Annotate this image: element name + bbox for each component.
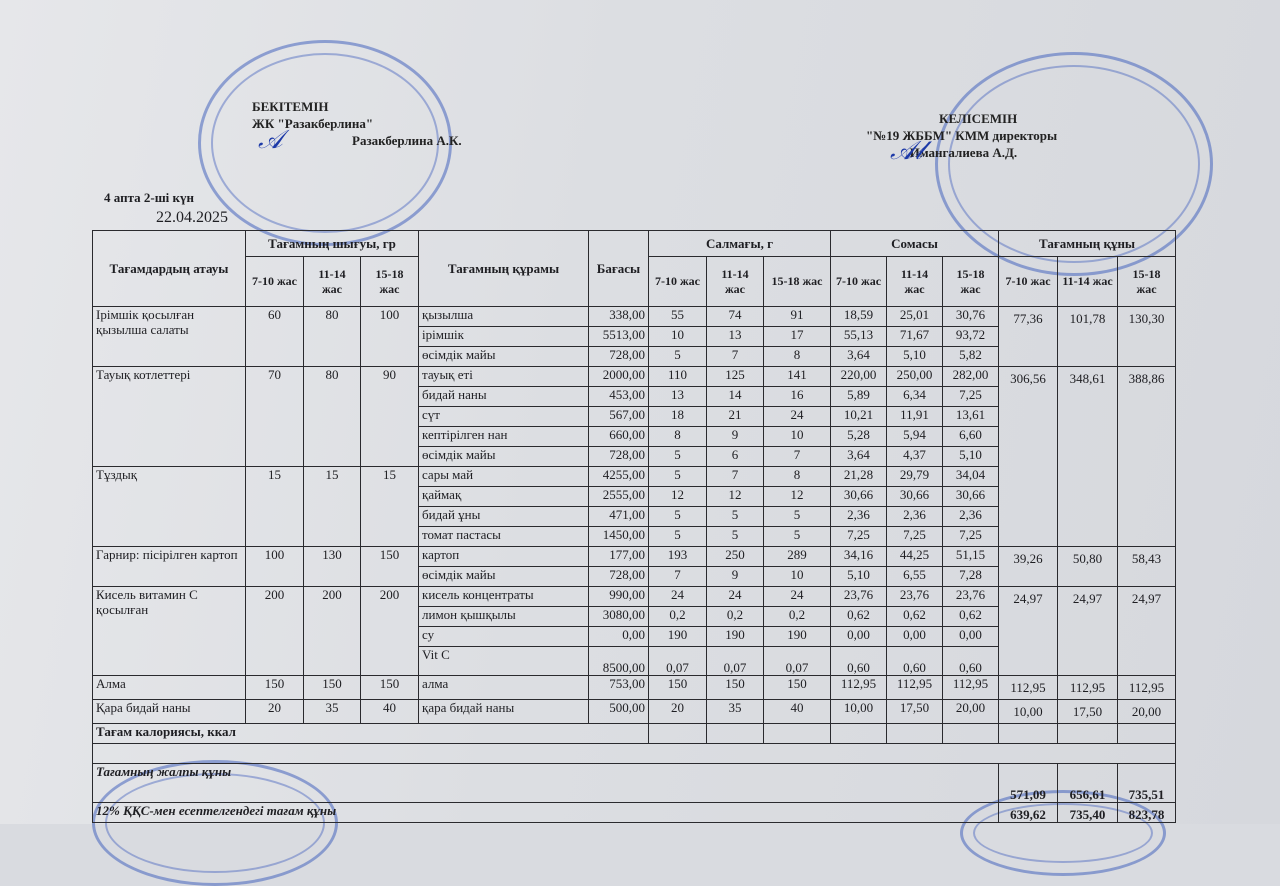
dish-yield: 60 <box>246 307 304 367</box>
table-row <box>93 587 1176 607</box>
ingredient-sum: 6,60 <box>943 427 999 447</box>
header-sum-age: 15-18 жас <box>943 257 999 307</box>
dish-yield: 70 <box>246 367 304 467</box>
dish-yield: 15 <box>361 467 419 547</box>
ingredient-name: кептірілген нан <box>419 427 589 447</box>
dish-name: Алма <box>93 676 246 700</box>
ingredient-weight: 5 <box>649 447 707 467</box>
ingredient-sum: 0,62 <box>943 607 999 627</box>
ingredient-name: су <box>419 627 589 647</box>
ingredient-weight: 24 <box>649 587 707 607</box>
ingredient-sum: 21,28 <box>831 467 887 487</box>
ingredient-sum: 5,10 <box>831 567 887 587</box>
ingredient-weight: 0,2 <box>707 607 764 627</box>
ingredient-weight: 150 <box>707 676 764 700</box>
ingredient-weight: 10 <box>649 327 707 347</box>
calories-cell <box>943 724 999 744</box>
approval-right-org: "№19 ЖББМ" КММ директоры <box>866 128 1058 143</box>
header-cost-age: 11-14 жас <box>1058 257 1118 307</box>
ingredient-sum: 7,28 <box>943 567 999 587</box>
vat-total-row-value: 735,40 <box>1058 803 1118 823</box>
header-sum-age: 7-10 жас <box>831 257 887 307</box>
approval-left-title: БЕКІТЕМІН <box>252 99 329 114</box>
ingredient-weight: 7 <box>707 347 764 367</box>
ingredient-price: 2555,00 <box>589 487 649 507</box>
ingredient-weight: 150 <box>764 676 831 700</box>
ingredient-weight: 55 <box>649 307 707 327</box>
ingredient-weight: 74 <box>707 307 764 327</box>
ingredient-sum: 5,10 <box>887 347 943 367</box>
ingredient-weight: 10 <box>764 567 831 587</box>
ingredient-sum: 220,00 <box>831 367 887 387</box>
ingredient-sum: 2,36 <box>943 507 999 527</box>
dish-cost: 24,97 <box>999 587 1058 676</box>
ingredient-weight: 91 <box>764 307 831 327</box>
ingredient-sum: 6,55 <box>887 567 943 587</box>
ingredient-weight: 0,2 <box>649 607 707 627</box>
ingredient-sum: 23,76 <box>943 587 999 607</box>
ingredient-price: 338,00 <box>589 307 649 327</box>
vat-total-row-label: 12% ҚҚС-мен есептелгендегі тағам құны <box>93 803 999 823</box>
ingredient-weight: 0,07 <box>649 647 707 676</box>
ingredient-weight: 6 <box>707 447 764 467</box>
ingredient-weight: 24 <box>764 587 831 607</box>
ingredient-sum: 0,60 <box>831 647 887 676</box>
ingredient-sum: 30,66 <box>831 487 887 507</box>
ingredient-sum: 23,76 <box>831 587 887 607</box>
dish-cost: 50,80 <box>1058 547 1118 587</box>
ingredient-weight: 16 <box>764 387 831 407</box>
ingredient-sum: 282,00 <box>943 367 999 387</box>
header-cost-age: 15-18 жас <box>1118 257 1176 307</box>
total-row-value: 656,61 <box>1058 764 1118 803</box>
dish-yield: 200 <box>361 587 419 676</box>
ingredient-weight: 190 <box>649 627 707 647</box>
ingredient-weight: 35 <box>707 700 764 724</box>
ingredient-sum: 4,37 <box>887 447 943 467</box>
ingredient-sum: 6,34 <box>887 387 943 407</box>
ingredient-weight: 7 <box>649 567 707 587</box>
dish-yield: 150 <box>304 676 361 700</box>
dish-yield: 80 <box>304 367 361 467</box>
ingredient-price: 3080,00 <box>589 607 649 627</box>
ingredient-sum: 30,66 <box>943 487 999 507</box>
ingredient-name: томат пастасы <box>419 527 589 547</box>
ingredient-sum: 0,00 <box>831 627 887 647</box>
total-row-value: 571,09 <box>999 764 1058 803</box>
ingredient-sum: 5,94 <box>887 427 943 447</box>
ingredient-sum: 34,04 <box>943 467 999 487</box>
total-row <box>93 764 1176 803</box>
dish-yield: 35 <box>304 700 361 724</box>
ingredient-price: 4255,00 <box>589 467 649 487</box>
dish-cost: 20,00 <box>1118 700 1176 724</box>
ingredient-price: 471,00 <box>589 507 649 527</box>
ingredient-price: 177,00 <box>589 547 649 567</box>
header-weight: Салмағы, г <box>649 231 831 257</box>
ingredient-name: өсімдік майы <box>419 347 589 367</box>
ingredient-sum: 3,64 <box>831 447 887 467</box>
header-sum-age: 11-14 жас <box>887 257 943 307</box>
ingredient-weight: 8 <box>764 347 831 367</box>
ingredient-sum: 250,00 <box>887 367 943 387</box>
dish-cost: 348,61 <box>1058 367 1118 547</box>
dish-name: Тауық котлеттері <box>93 367 246 467</box>
ingredient-sum: 17,50 <box>887 700 943 724</box>
ingredient-sum: 25,01 <box>887 307 943 327</box>
table-row <box>93 547 1176 567</box>
ingredient-sum: 7,25 <box>831 527 887 547</box>
ingredient-weight: 110 <box>649 367 707 387</box>
ingredient-price: 567,00 <box>589 407 649 427</box>
ingredient-weight: 24 <box>764 407 831 427</box>
calories-cell <box>764 724 831 744</box>
ingredient-name: лимон қышқылы <box>419 607 589 627</box>
ingredient-name: қаймақ <box>419 487 589 507</box>
dish-cost: 130,30 <box>1118 307 1176 367</box>
ingredient-weight: 12 <box>649 487 707 507</box>
ingredient-sum: 93,72 <box>943 327 999 347</box>
menu-date: 22.04.2025 <box>156 209 228 226</box>
ingredient-name: Vit C <box>419 647 589 676</box>
ingredient-sum: 29,79 <box>887 467 943 487</box>
ingredient-sum: 112,95 <box>831 676 887 700</box>
header-sum: Сомасы <box>831 231 999 257</box>
approval-left-org: ЖК "Разакберлина" <box>252 116 374 131</box>
ingredient-sum: 5,10 <box>943 447 999 467</box>
ingredient-weight: 13 <box>707 327 764 347</box>
ingredient-sum: 71,67 <box>887 327 943 347</box>
ingredient-weight: 0,07 <box>764 647 831 676</box>
ingredient-weight: 190 <box>764 627 831 647</box>
dish-yield: 150 <box>246 676 304 700</box>
dish-cost: 10,00 <box>999 700 1058 724</box>
dish-name: Ірімшік қосылған қызылша салаты <box>93 307 246 367</box>
ingredient-sum: 11,91 <box>887 407 943 427</box>
calories-cell <box>887 724 943 744</box>
header-dish-name: Тағамдардың атауы <box>93 231 246 307</box>
table-row <box>93 700 1176 724</box>
ingredient-weight: 8 <box>764 467 831 487</box>
ingredient-sum: 7,25 <box>887 527 943 547</box>
ingredient-sum: 30,76 <box>943 307 999 327</box>
ingredient-sum: 5,28 <box>831 427 887 447</box>
dish-cost: 112,95 <box>1118 676 1176 700</box>
dish-cost: 112,95 <box>1058 676 1118 700</box>
ingredient-sum: 7,25 <box>943 527 999 547</box>
ingredient-sum: 23,76 <box>887 587 943 607</box>
dish-cost: 24,97 <box>1058 587 1118 676</box>
ingredient-sum: 0,00 <box>887 627 943 647</box>
ingredient-weight: 190 <box>707 627 764 647</box>
calories-label: Тағам калориясы, ккал <box>93 724 649 744</box>
ingredient-sum: 112,95 <box>887 676 943 700</box>
ingredient-weight: 10 <box>764 427 831 447</box>
approval-left-name: Разакберлина А.К. <box>352 133 462 148</box>
dish-cost: 58,43 <box>1118 547 1176 587</box>
ingredient-price: 728,00 <box>589 447 649 467</box>
ingredient-name: қара бидай наны <box>419 700 589 724</box>
dish-yield: 100 <box>361 307 419 367</box>
calories-row <box>93 724 1176 744</box>
header-yield: Тағамның шығуы, гр <box>246 231 419 257</box>
vat-total-row <box>93 803 1176 823</box>
header-composition: Тағамның құрамы <box>419 231 589 307</box>
ingredient-name: картоп <box>419 547 589 567</box>
ingredient-weight: 125 <box>707 367 764 387</box>
dish-yield: 15 <box>304 467 361 547</box>
ingredient-weight: 17 <box>764 327 831 347</box>
ingredient-weight: 7 <box>707 467 764 487</box>
header-cost: Тағамның құны <box>999 231 1176 257</box>
ingredient-sum: 0,62 <box>831 607 887 627</box>
dish-cost: 101,78 <box>1058 307 1118 367</box>
ingredient-name: тауық еті <box>419 367 589 387</box>
ingredient-name: өсімдік майы <box>419 567 589 587</box>
ingredient-weight: 14 <box>707 387 764 407</box>
total-row-value: 735,51 <box>1118 764 1176 803</box>
calories-cell <box>831 724 887 744</box>
ingredient-sum: 2,36 <box>887 507 943 527</box>
blank-cell <box>93 744 1176 764</box>
dish-yield: 80 <box>304 307 361 367</box>
ingredient-sum: 51,15 <box>943 547 999 567</box>
header-weight-age: 15-18 жас <box>764 257 831 307</box>
dish-yield: 150 <box>361 676 419 700</box>
header-price: Бағасы <box>589 231 649 307</box>
ingredient-weight: 5 <box>649 467 707 487</box>
ingredient-weight: 5 <box>649 507 707 527</box>
ingredient-sum: 10,00 <box>831 700 887 724</box>
calories-cell <box>707 724 764 744</box>
dish-yield: 130 <box>304 547 361 587</box>
dish-cost: 388,86 <box>1118 367 1176 547</box>
dish-yield: 150 <box>361 547 419 587</box>
ingredient-weight: 5 <box>649 347 707 367</box>
ingredient-weight: 13 <box>649 387 707 407</box>
ingredient-price: 8500,00 <box>589 647 649 676</box>
ingredient-name: бидай наны <box>419 387 589 407</box>
ingredient-weight: 0,07 <box>707 647 764 676</box>
ingredient-name: өсімдік майы <box>419 447 589 467</box>
ingredient-weight: 5 <box>707 527 764 547</box>
header-weight-age: 7-10 жас <box>649 257 707 307</box>
header-cost-age: 7-10 жас <box>999 257 1058 307</box>
dish-yield: 40 <box>361 700 419 724</box>
ingredient-sum: 0,62 <box>887 607 943 627</box>
signature-left: 𝒜 <box>258 125 283 155</box>
ingredient-name: сары май <box>419 467 589 487</box>
ingredient-sum: 44,25 <box>887 547 943 567</box>
ingredient-weight: 9 <box>707 567 764 587</box>
ingredient-name: ірімшік <box>419 327 589 347</box>
ingredient-price: 2000,00 <box>589 367 649 387</box>
ingredient-price: 0,00 <box>589 627 649 647</box>
ingredient-weight: 9 <box>707 427 764 447</box>
signature-right: 𝒜𝓁 <box>890 136 924 166</box>
ingredient-weight: 24 <box>707 587 764 607</box>
week-day: 4 апта 2-ші күн <box>104 190 195 205</box>
ingredient-name: кисель концентраты <box>419 587 589 607</box>
approval-left <box>252 98 462 149</box>
dish-name: Кисель витамин С қосылған <box>93 587 246 676</box>
menu-table <box>92 230 1176 823</box>
ingredient-sum: 30,66 <box>887 487 943 507</box>
header-weight-age: 11-14 жас <box>707 257 764 307</box>
ingredient-sum: 5,82 <box>943 347 999 367</box>
ingredient-price: 500,00 <box>589 700 649 724</box>
ingredient-weight: 8 <box>649 427 707 447</box>
dish-yield: 200 <box>304 587 361 676</box>
dish-yield: 90 <box>361 367 419 467</box>
ingredient-price: 753,00 <box>589 676 649 700</box>
ingredient-sum: 0,60 <box>943 647 999 676</box>
ingredient-weight: 18 <box>649 407 707 427</box>
ingredient-sum: 0,60 <box>887 647 943 676</box>
ingredient-sum: 0,00 <box>943 627 999 647</box>
ingredient-weight: 5 <box>649 527 707 547</box>
vat-total-row-value: 823,78 <box>1118 803 1176 823</box>
header-yield-age: 11-14 жас <box>304 257 361 307</box>
calories-cell <box>1058 724 1118 744</box>
ingredient-sum: 7,25 <box>943 387 999 407</box>
ingredient-sum: 112,95 <box>943 676 999 700</box>
table-row <box>93 676 1176 700</box>
dish-name: Тұздық <box>93 467 246 547</box>
dish-yield: 100 <box>246 547 304 587</box>
blank-row <box>93 744 1176 764</box>
ingredient-weight: 20 <box>649 700 707 724</box>
ingredient-weight: 193 <box>649 547 707 567</box>
ingredient-sum: 18,59 <box>831 307 887 327</box>
ingredient-price: 728,00 <box>589 347 649 367</box>
dish-yield: 20 <box>246 700 304 724</box>
ingredient-weight: 5 <box>764 507 831 527</box>
ingredient-weight: 150 <box>649 676 707 700</box>
dish-cost: 39,26 <box>999 547 1058 587</box>
ingredient-price: 5513,00 <box>589 327 649 347</box>
dish-cost: 17,50 <box>1058 700 1118 724</box>
calories-cell <box>649 724 707 744</box>
dish-cost: 77,36 <box>999 307 1058 367</box>
ingredient-weight: 250 <box>707 547 764 567</box>
ingredient-price: 990,00 <box>589 587 649 607</box>
approval-right-title: КЕЛІСЕМІН <box>939 111 1018 126</box>
ingredient-weight: 5 <box>707 507 764 527</box>
table-row <box>93 307 1176 327</box>
ingredient-weight: 289 <box>764 547 831 567</box>
dish-yield: 15 <box>246 467 304 547</box>
dish-yield: 200 <box>246 587 304 676</box>
ingredient-sum: 10,21 <box>831 407 887 427</box>
ingredient-sum: 13,61 <box>943 407 999 427</box>
ingredient-price: 728,00 <box>589 567 649 587</box>
approval-right-name: Имангалиева А.Д. <box>909 145 1018 160</box>
ingredient-sum: 5,89 <box>831 387 887 407</box>
dish-name: Гарнир: пісірілген картоп <box>93 547 246 587</box>
total-row-label: Тағамның жалпы құны <box>93 764 999 803</box>
ingredient-weight: 12 <box>707 487 764 507</box>
ingredient-weight: 21 <box>707 407 764 427</box>
ingredient-weight: 12 <box>764 487 831 507</box>
ingredient-name: қызылша <box>419 307 589 327</box>
ingredient-name: алма <box>419 676 589 700</box>
ingredient-sum: 20,00 <box>943 700 999 724</box>
dish-cost: 306,56 <box>999 367 1058 547</box>
ingredient-sum: 55,13 <box>831 327 887 347</box>
ingredient-weight: 141 <box>764 367 831 387</box>
ingredient-weight: 0,2 <box>764 607 831 627</box>
header-yield-age: 7-10 жас <box>246 257 304 307</box>
dish-name: Қара бидай наны <box>93 700 246 724</box>
ingredient-sum: 3,64 <box>831 347 887 367</box>
ingredient-sum: 34,16 <box>831 547 887 567</box>
header-yield-age: 15-18 жас <box>361 257 419 307</box>
ingredient-name: бидай ұны <box>419 507 589 527</box>
calories-cell <box>1118 724 1176 744</box>
ingredient-sum: 2,36 <box>831 507 887 527</box>
ingredient-price: 453,00 <box>589 387 649 407</box>
ingredient-weight: 40 <box>764 700 831 724</box>
calories-cell <box>999 724 1058 744</box>
ingredient-weight: 7 <box>764 447 831 467</box>
table-row <box>93 367 1176 387</box>
dish-cost: 24,97 <box>1118 587 1176 676</box>
ingredient-price: 660,00 <box>589 427 649 447</box>
ingredient-weight: 5 <box>764 527 831 547</box>
ingredient-name: сүт <box>419 407 589 427</box>
dish-cost: 112,95 <box>999 676 1058 700</box>
vat-total-row-value: 639,62 <box>999 803 1058 823</box>
ingredient-price: 1450,00 <box>589 527 649 547</box>
